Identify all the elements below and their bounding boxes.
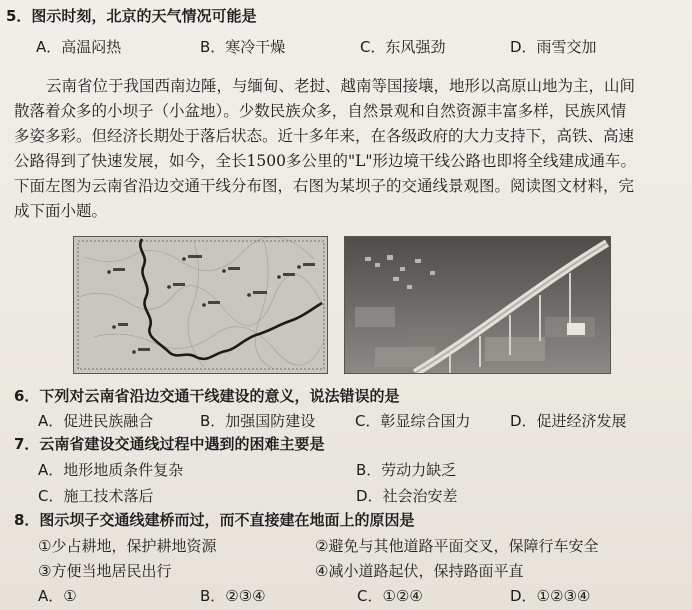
q5-option-d[interactable]: D．雨雪交加 — [510, 38, 597, 56]
q6-option-c[interactable]: C．彰显综合国力 — [355, 412, 471, 430]
passage-line-6: 成下面小题。 — [14, 202, 108, 220]
photo-drawing — [345, 237, 610, 373]
q7-option-b[interactable]: B．劳动力缺乏 — [356, 461, 457, 479]
q8-option-b[interactable]: B．②③④ — [200, 587, 266, 605]
bazi-bridge-photo — [344, 236, 611, 374]
q5-option-b[interactable]: B．寒冷干燥 — [200, 38, 286, 56]
q5-option-c[interactable]: C．东风强劲 — [360, 38, 446, 56]
passage — [14, 74, 684, 224]
q7-option-d[interactable]: D．社会治安差 — [356, 487, 458, 505]
q8-reason-2: ②避免与其他道路平面交叉，保障行车安全 — [315, 537, 599, 555]
q8-option-d[interactable]: D．①②③④ — [510, 587, 591, 605]
passage-line-3: 多姿多彩。但经济长期处于落后状态。近十多年来，在各级政府的大力支持下，高铁、高速 — [14, 127, 635, 145]
yunnan-border-road-map — [73, 236, 328, 374]
q5-option-a[interactable]: A．高温闷热 — [36, 38, 122, 56]
q6-stem: 6．下列对云南省沿边交通干线建设的意义，说法错误的是 — [14, 387, 400, 405]
q6-option-a[interactable]: A．促进民族融合 — [38, 412, 154, 430]
q8-reason-1: ①少占耕地，保护耕地资源 — [38, 537, 217, 555]
q6-option-d[interactable]: D．促进经济发展 — [510, 412, 627, 430]
map-drawing — [74, 237, 327, 373]
q8-stem: 8．图示坝子交通线建桥而过，而不直接建在地面上的原因是 — [14, 511, 415, 529]
passage-line-2: 散落着众多的小坝子（小盆地）。少数民族众多，自然景观和自然资源丰富多样，民族风情 — [14, 102, 627, 120]
q8-option-c[interactable]: C．①②④ — [357, 587, 423, 605]
q8-reason-3: ③方便当地居民出行 — [38, 562, 172, 580]
passage-line-4: 公路得到了快速发展，如今，全长1500多公里的"L"形边境干线公路也即将全线建成通车。 — [14, 152, 637, 170]
q7-option-c[interactable]: C．施工技术落后 — [38, 487, 154, 505]
q5-stem: 5．图示时刻，北京的天气情况可能是 — [6, 7, 257, 25]
q7-stem: 7．云南省建设交通线过程中遇到的困难主要是 — [14, 435, 325, 453]
passage-line-1: 云南省位于我国西南边陲，与缅甸、老挝、越南等国接壤，地形以高原山地为主，山间 — [46, 77, 636, 95]
q6-option-b[interactable]: B．加强国防建设 — [200, 412, 316, 430]
q8-option-a[interactable]: A．① — [38, 587, 77, 605]
passage-line-5: 下面左图为云南省沿边交通干线分布图，右图为某坝子的交通线景观图。阅读图文材料，完 — [14, 177, 635, 195]
q7-option-a[interactable]: A．地形地质条件复杂 — [38, 461, 184, 479]
q8-reason-4: ④减小道路起伏，保持路面平直 — [315, 562, 524, 580]
